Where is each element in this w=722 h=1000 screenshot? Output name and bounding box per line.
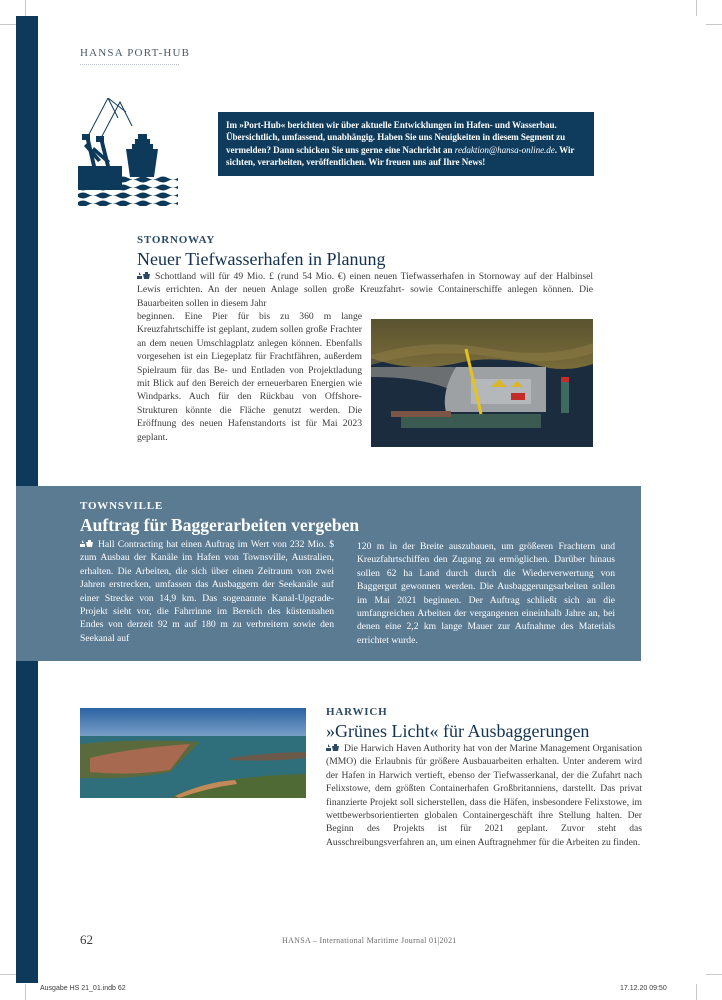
- section-label-underline: [80, 64, 179, 65]
- article-body-harwich: Die Harwich Haven Authority hat von der Marine Management Organisation (MMO) die Erlaubnis für größere Ausbauarbeiten erhalten. Unter anderem wird der Hafen in Harwich vertieft, ebenso der Tiefwasserkanal, der die Zufahrt nach Felixstowe, dem größten Containerhafen Großbritanniens, darstellt. Das privat finanzierte Projekt soll sicherstellen, dass die Häfen, insbesondere Felixstowe, im wettbewerbsorientierten globalen Containergeschäft ihre Stellung halten. Der Beginn des Projekts ist für 2021 geplant. Zuvor steht das Ausschreibungsverfahren an, um einen Auftragnehmer für die Arbeiten zu finden.: [326, 743, 642, 848]
- port-crane-ship-icon: [78, 98, 178, 206]
- harwich-aerial-image: [80, 708, 306, 798]
- crop-mark: [696, 0, 697, 16]
- article-headline-harwich: »Grünes Licht« für Ausbaggerungen: [326, 721, 590, 741]
- article-body-townsville-col2: 120 m in der Breite auszubauen, um größeren Frachtern und Kreuzfahrtschiffen den Zugang zu ermöglichen. Darüber hinaus sollen 62 ha Land durch durch die Wiederverwertung von Baggergut gewonnen werden. Die Ausbaggerungsarbeiten sollen im Mai 2021 beginnen. Der Auftrag schließt sich an die umfangreichen Arbeiten der vergangenen eineinhalb Jahre an, bei denen eine 2,2 km lange Mauer zur Aufnahme des Materials errichtet wurde.: [357, 541, 615, 646]
- crop-mark: [25, 984, 26, 1000]
- port-ship-icon: [137, 271, 151, 279]
- stornoway-port-image: [371, 319, 593, 447]
- crop-mark: [696, 984, 697, 1000]
- crop-mark: [706, 974, 722, 975]
- article-headline-townsville: Auftrag für Baggerarbeiten vergeben: [80, 515, 360, 535]
- journal-footer: HANSA – International Maritime Journal 01|2021: [282, 936, 457, 945]
- article-body-stornoway: beginnen. Eine Pier für bis zu 360 m lange Kreuzfahrtschiffe ist geplant, zudem sollen große Frachter an dem neuen Umschlagplatz anlegen können. Ebenfalls vorgesehen ist ein Liegeplatz für Frachtfähren, außerdem Spielraum für das Be- und Entladen von Projektladung mit Blick auf den Bereich der erneuerbaren Energien wie Windparks. Auch für den Rückbau von Offshore-Strukturen könnte die Fläche genutzt werden. Die Eröffnung des neuen Hafenstandorts ist für Mai 2023 geplant.: [137, 311, 362, 443]
- article-kicker-stornoway: STORNOWAY: [137, 234, 216, 246]
- port-ship-icon: [326, 743, 340, 751]
- info-text-end: . Wir sichten, verarbeiten, veröffentlichen. Wir freuen uns auf Ihre News!: [226, 144, 575, 168]
- section-label: HANSA PORT-HUB: [80, 47, 191, 59]
- article-headline-stornoway: Neuer Tiefwasserhafen in Planung: [137, 249, 386, 269]
- article-kicker-harwich: HARWICH: [326, 706, 388, 718]
- print-slug-timestamp: 17.12.20 09:50: [620, 985, 667, 992]
- info-text: Im »Port-Hub« berichten wir über aktuelle Entwicklungen im Hafen- und Wasserbau. Übersichtlich, umfassend, unabhängig. Haben Sie uns Neuigkeiten in diesem Segment zu vermelden? Dann schicken Sie uns gerne eine Nachricht an: [226, 120, 566, 155]
- email-link[interactable]: redaktion@hansa-online.de: [454, 144, 555, 155]
- port-hub-info-box: [218, 112, 594, 176]
- article-kicker-townsville: TOWNSVILLE: [80, 500, 163, 512]
- crop-mark: [25, 0, 26, 16]
- crop-mark: [0, 974, 16, 975]
- port-ship-icon: [80, 539, 94, 547]
- print-slug-file: Ausgabe HS 21_01.indb 62: [40, 985, 126, 992]
- article-lead-stornoway: Schottland will für 49 Mio. £ (rund 54 Mio. €) einen neuen Tiefwasserhafen in Stornoway auf der Halbinsel Lewis errichten. An der neuen Anlage sollen große Kreuzfahrt- sowie Containerschiffe anlegen können. Die Bauarbeiten sollen in diesem Jahr: [137, 271, 593, 309]
- crop-mark: [706, 24, 722, 25]
- page-number: 62: [80, 932, 93, 947]
- article-body-townsville-col1: Hall Contracting hat einen Auftrag im Wert von 232 Mio. $ zum Ausbau der Kanäle im Hafen von Townsville, Australien, erhalten. Die Arbeiten, die sich über einen Zeitraum von zwei Jahren erstrecken, umfassen das Ausbaggern der Seekanäle auf einer Strecke von 14,9 km. Das sogenannte Kanal-Upgrade-Projekt sieht vor, die Fahrrinne im Bereich des küstennahen Endes von derzeit 92 m auf 180 m zu verbreitern sowie den Seekanal auf: [80, 539, 334, 644]
- crop-mark: [0, 24, 16, 25]
